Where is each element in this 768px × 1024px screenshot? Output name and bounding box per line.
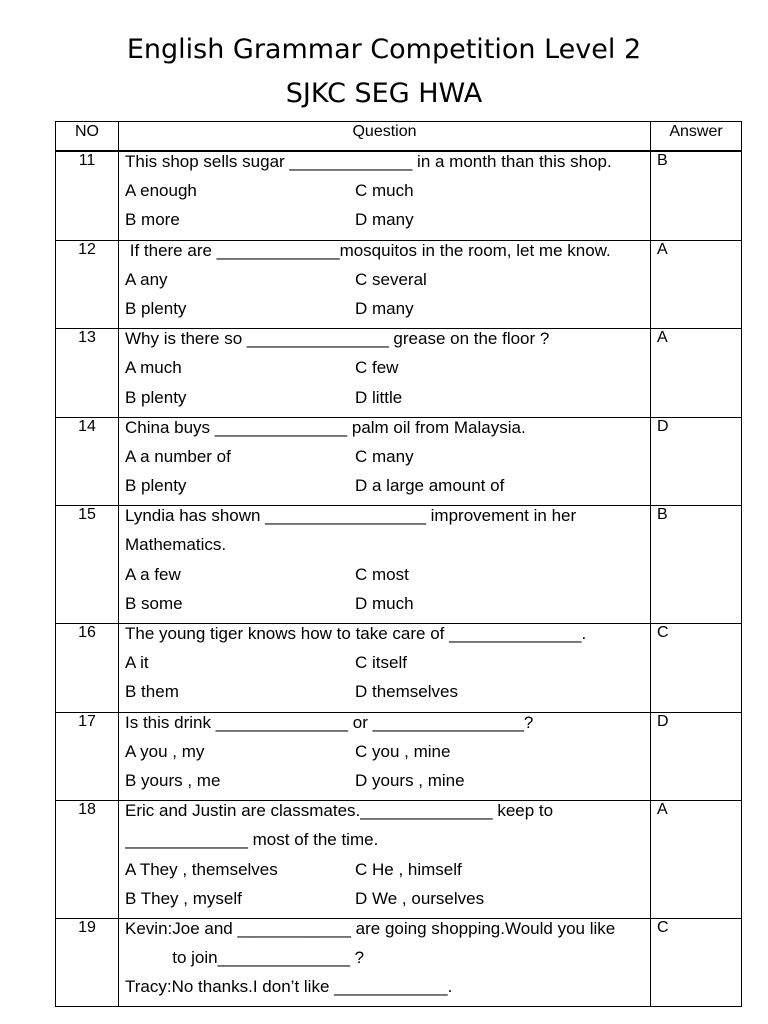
option-choice: D many xyxy=(355,210,414,230)
table-header-row xyxy=(56,122,742,152)
options-row xyxy=(125,358,650,387)
options-row xyxy=(125,771,650,800)
question-text: The young tiger knows how to take care of ______________. xyxy=(125,624,587,643)
option-choice: C much xyxy=(355,181,414,201)
option-choice: A any xyxy=(125,269,168,289)
option-choice: C you , mine xyxy=(355,741,451,761)
column-header-question: Question xyxy=(119,122,651,152)
question-cell xyxy=(119,240,651,329)
option-choice: B plenty xyxy=(125,387,187,407)
question-text: China buys ______________ palm oil from Malaysia. xyxy=(125,417,526,437)
page-title: English Grammar Competition Level 2 xyxy=(126,34,642,65)
question-text: Tracy:No thanks.I don’t like ____________. xyxy=(125,977,453,997)
question-cell xyxy=(119,151,651,240)
answer-cell: C xyxy=(651,918,742,1007)
options-row xyxy=(125,860,650,889)
question-number: 15 xyxy=(56,506,119,624)
options-row xyxy=(125,476,650,505)
option-choice: C several xyxy=(355,269,427,289)
question-number: 19 xyxy=(56,918,119,1007)
option-choice: A a number of xyxy=(125,446,231,466)
question-cell xyxy=(119,712,651,801)
question-text: Why is there so _______________ grease on the floor ? xyxy=(125,329,550,349)
table-row xyxy=(56,151,742,240)
table-row xyxy=(56,329,742,418)
option-choice: D a large amount of xyxy=(355,476,505,496)
options-row xyxy=(125,299,650,328)
answer-cell: B xyxy=(651,151,742,240)
answer-cell: A xyxy=(651,801,742,919)
column-header-no: NO xyxy=(56,122,119,152)
answer-cell: D xyxy=(651,417,742,506)
question-cell xyxy=(119,329,651,418)
answer-cell: A xyxy=(651,240,742,329)
option-choice: A much xyxy=(125,358,182,378)
question-text: This shop sells sugar _____________ in a month than this shop. xyxy=(125,152,612,171)
option-choice: C He , himself xyxy=(355,859,462,879)
question-text: to join______________ ? xyxy=(125,948,365,968)
option-choice: C most xyxy=(355,564,409,584)
table-row xyxy=(56,240,742,329)
option-choice: B some xyxy=(125,593,183,613)
option-choice: D little xyxy=(355,387,403,407)
option-choice: A a few xyxy=(125,564,181,584)
column-header-answer: Answer xyxy=(651,122,742,152)
option-choice: A They , themselves xyxy=(125,859,278,879)
question-cell xyxy=(119,506,651,624)
option-choice: A it xyxy=(125,653,149,673)
option-choice: B yours , me xyxy=(125,770,221,790)
option-choice: A you , my xyxy=(125,741,205,761)
options-row xyxy=(125,210,650,239)
question-text: Is this drink ______________ or ________________? xyxy=(125,712,534,732)
question-cell xyxy=(119,801,651,919)
option-choice: B plenty xyxy=(125,476,187,496)
option-choice: C few xyxy=(355,358,399,378)
school-name: SJKC SEG HWA xyxy=(285,78,483,109)
option-choice: B They , myself xyxy=(125,888,242,908)
question-number: 13 xyxy=(56,329,119,418)
answer-cell: D xyxy=(651,712,742,801)
question-number: 12 xyxy=(56,240,119,329)
question-number: 11 xyxy=(56,151,119,240)
options-row xyxy=(125,682,650,711)
question-text: Eric and Justin are classmates.______________ keep to xyxy=(125,801,554,821)
question-cell xyxy=(119,918,651,1007)
options-row xyxy=(125,388,650,417)
table-row xyxy=(56,506,742,624)
option-choice: D We , ourselves xyxy=(355,888,485,908)
option-choice: B them xyxy=(125,682,179,702)
table-row xyxy=(56,712,742,801)
question-number: 18 xyxy=(56,801,119,919)
question-text: Kevin:Joe and ____________ are going shopping.Would you like xyxy=(125,918,616,938)
question-cell xyxy=(119,624,651,713)
table-row xyxy=(56,417,742,506)
option-choice: C many xyxy=(355,446,414,466)
option-choice: C itself xyxy=(355,653,407,673)
options-row xyxy=(125,447,650,476)
option-choice: B more xyxy=(125,210,180,230)
question-cell xyxy=(119,417,651,506)
options-row xyxy=(125,653,650,682)
option-choice: B plenty xyxy=(125,298,187,318)
question-text: Mathematics. xyxy=(125,535,227,555)
options-row xyxy=(125,889,650,918)
answer-cell: B xyxy=(651,506,742,624)
options-row xyxy=(125,742,650,771)
options-row xyxy=(125,270,650,299)
question-table xyxy=(55,121,742,1007)
question-text: Lyndia has shown _________________ improvement in her xyxy=(125,506,577,526)
option-choice: D much xyxy=(355,593,414,613)
question-number: 16 xyxy=(56,624,119,713)
option-choice: D many xyxy=(355,298,414,318)
options-row xyxy=(125,594,650,623)
question-text: _____________ most of the time. xyxy=(125,830,379,850)
question-number: 17 xyxy=(56,712,119,801)
answer-cell: A xyxy=(651,329,742,418)
question-text: If there are _____________mosquitos in the room, let me know. xyxy=(125,240,611,260)
options-row xyxy=(125,565,650,594)
question-number: 14 xyxy=(56,417,119,506)
table-row xyxy=(56,918,742,1007)
option-choice: A enough xyxy=(125,181,197,201)
answer-cell: C xyxy=(651,624,742,713)
option-choice: D themselves xyxy=(355,682,458,702)
option-choice: D yours , mine xyxy=(355,770,465,790)
options-row xyxy=(125,181,650,210)
table-row xyxy=(56,801,742,919)
table-row xyxy=(56,624,742,713)
